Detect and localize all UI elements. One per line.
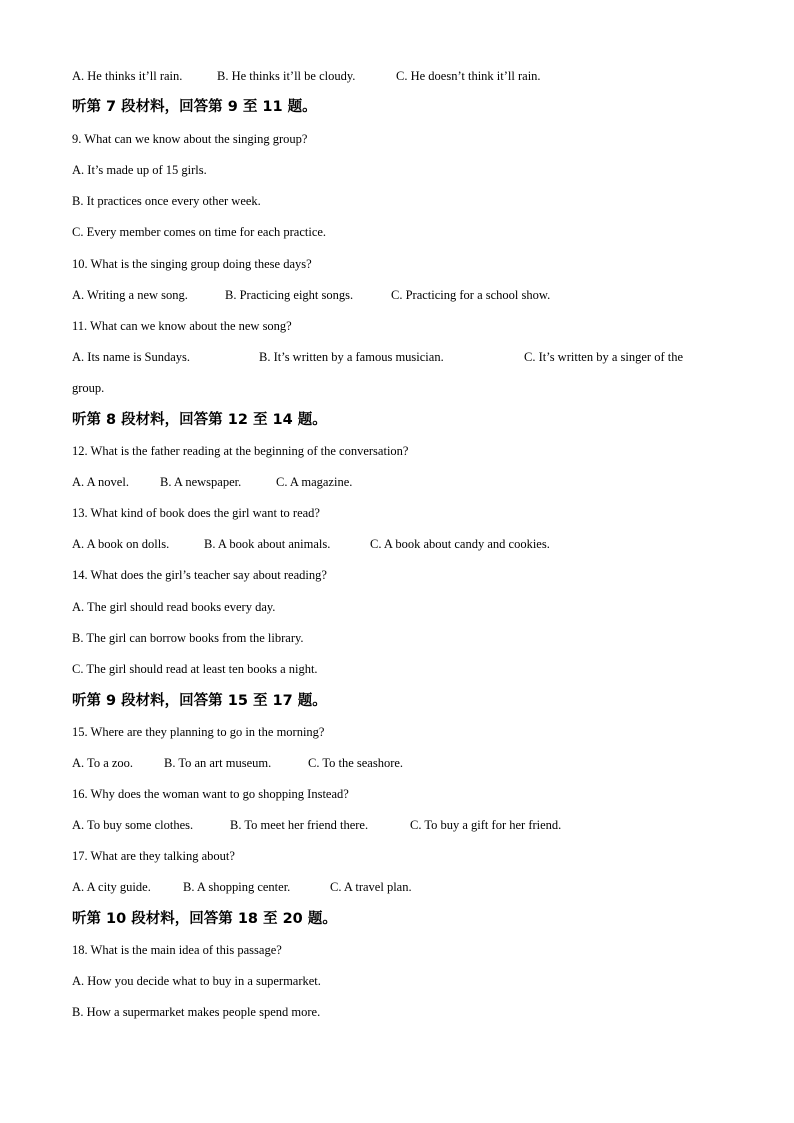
q14-question: 14. What does the girl’s teacher say about reading?: [72, 568, 327, 582]
q12-option-a: A. A novel.: [72, 475, 129, 489]
q17-question: 17. What are they talking about?: [72, 849, 235, 863]
q8-option-a: A. He thinks it’ll rain.: [72, 69, 183, 83]
q11-option-b: B. It’s written by a famous musician.: [259, 350, 444, 364]
q15-option-c: C. To the seashore.: [308, 756, 404, 770]
q11-option-a: A. Its name is Sundays.: [72, 350, 191, 364]
q13-question: 13. What kind of book does the girl want to read?: [72, 506, 320, 520]
q15-options: [72, 755, 403, 771]
q15-question: 15. Where are they planning to go in the morning?: [72, 725, 325, 739]
q17-option-c: C. A travel plan.: [330, 880, 412, 894]
section-10-heading: 听第 10 段材料，回答第 18 至 20 题。: [72, 911, 337, 927]
q11-question: 11. What can we know about the new song?: [72, 319, 292, 333]
q16-options: [72, 817, 561, 833]
q16-option-c: C. To buy a gift for her friend.: [410, 818, 562, 832]
q14-option-a: A. The girl should read books every day.: [72, 600, 276, 614]
q17-option-b: B. A shopping center.: [183, 880, 291, 894]
q10-question: 10. What is the singing group doing these days?: [72, 257, 312, 271]
q12-question: 12. What is the father reading at the beginning of the conversation?: [72, 444, 409, 458]
q12-options: [72, 474, 352, 490]
q9-question: 9. What can we know about the singing group?: [72, 132, 308, 146]
q16-option-b: B. To meet her friend there.: [230, 818, 369, 832]
q9-option-a: A. It’s made up of 15 girls.: [72, 163, 207, 177]
q10-option-a: A. Writing a new song.: [72, 288, 188, 302]
q11-options: [72, 349, 683, 365]
q18-option-a: A. How you decide what to buy in a supermarket.: [72, 974, 321, 988]
q13-option-a: A. A book on dolls.: [72, 537, 170, 551]
q13-option-b: B. A book about animals.: [204, 537, 331, 551]
q16-option-a: A. To buy some clothes.: [72, 818, 194, 832]
q12-option-b: B. A newspaper.: [160, 475, 242, 489]
q9-option-b: B. It practices once every other week.: [72, 194, 261, 208]
q17-option-a: A. A city guide.: [72, 880, 151, 894]
q10-option-c: C. Practicing for a school show.: [391, 288, 551, 302]
q11-option-c: C. It’s written by a singer of the: [524, 350, 683, 364]
section-9-heading: 听第 9 段材料，回答第 15 至 17 题。: [72, 693, 327, 709]
q12-option-c: C. A magazine.: [276, 475, 353, 489]
q18-question: 18. What is the main idea of this passage?: [72, 943, 282, 957]
q16-question: 16. Why does the woman want to go shopping Instead?: [72, 787, 349, 801]
q13-option-c: C. A book about candy and cookies.: [370, 537, 550, 551]
q14-option-b: B. The girl can borrow books from the library.: [72, 631, 304, 645]
q18-option-b: B. How a supermarket makes people spend more.: [72, 1005, 321, 1019]
section-7-heading: 听第 7 段材料，回答第 9 至 11 题。: [72, 99, 317, 115]
q8-option-c: C. He doesn’t think it’ll rain.: [396, 69, 541, 83]
section-8-heading: 听第 8 段材料，回答第 12 至 14 题。: [72, 412, 327, 428]
q8-options: [72, 68, 541, 84]
q8-option-b: B. He thinks it’ll be cloudy.: [217, 69, 356, 83]
q17-options: [72, 879, 412, 895]
q15-option-a: A. To a zoo.: [72, 756, 134, 770]
q10-option-b: B. Practicing eight songs.: [225, 288, 354, 302]
q9-option-c: C. Every member comes on time for each practice.: [72, 225, 327, 239]
q15-option-b: B. To an art museum.: [164, 756, 272, 770]
q10-options: [72, 287, 550, 303]
q14-option-c: C. The girl should read at least ten books a night.: [72, 662, 318, 676]
q11-option-c-continued: group.: [72, 381, 105, 395]
q13-options: [72, 536, 550, 552]
